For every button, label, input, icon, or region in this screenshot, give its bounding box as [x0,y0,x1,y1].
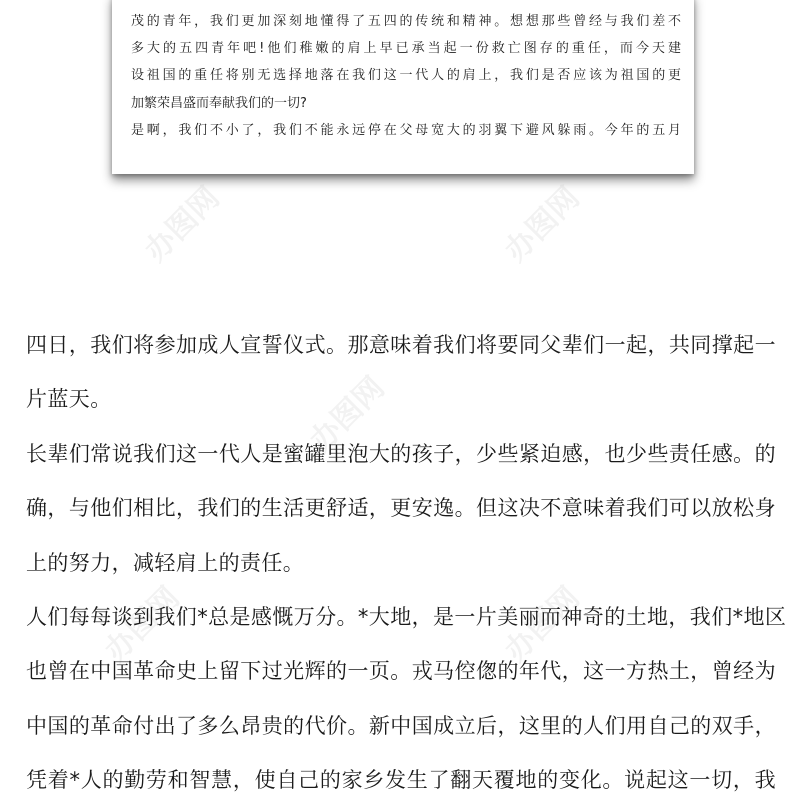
card-line: 是啊，我们不小了，我们不能永远停在父母宽大的羽翼下避风躲雨。今年的五月 [131,122,681,138]
body-line: 确，与他们相比，我们的生活更舒适，更安逸。但这决不意味着我们可以放松身 [26,496,776,521]
body-line: 人们每每谈到我们*总是感慨万分。*大地，是一片美丽而神奇的土地，我们*地区 [26,604,787,629]
card-line: 设祖国的重任将别无选择地落在我们这一代人的肩上，我们是否应该为祖国的更 [131,68,681,84]
body-line: 凭着*人的勤劳和智慧，使自己的家乡发生了翻天覆地的变化。说起这一切，我 [26,768,776,793]
body-line: 片蓝天。 [26,387,112,412]
card-line: 加繁荣昌盛而奉献我们的一切? [131,95,307,111]
card-text [131,8,681,144]
watermark: 办图网 [138,180,227,269]
body-line: 上的努力，减轻肩上的责任。 [26,550,305,575]
watermark: 办图网 [303,370,392,459]
watermark: 办图网 [498,180,587,269]
watermark: 办图网 [498,580,587,669]
body-line: 中国的革命付出了多么昂贵的代价。新中国成立后，这里的人们用自己的双手， [26,713,776,738]
body-line: 四日，我们将参加成人宣誓仪式。那意味着我们将要同父辈们一起，共同撑起一 [26,333,776,357]
card-line: 茂的青年，我们更加深刻地懂得了五四的传统和精神。想想那些曾经与我们差不 [131,14,681,29]
body-line: 也曾在中国革命史上留下过光辉的一页。戎马倥偬的年代，这一方热土，曾经为 [26,659,776,684]
body-text [26,318,787,808]
card-line: 多大的五四青年吧!他们稚嫩的肩上早已承当起一份救亡图存的重任，而今天建 [131,41,681,57]
body-line: 长辈们常说我们这一代人是蜜罐里泡大的孩子，少些紧迫感，也少些责任感。的 [26,441,776,466]
document-preview-card [112,0,694,174]
watermark: 办图网 [98,580,187,669]
